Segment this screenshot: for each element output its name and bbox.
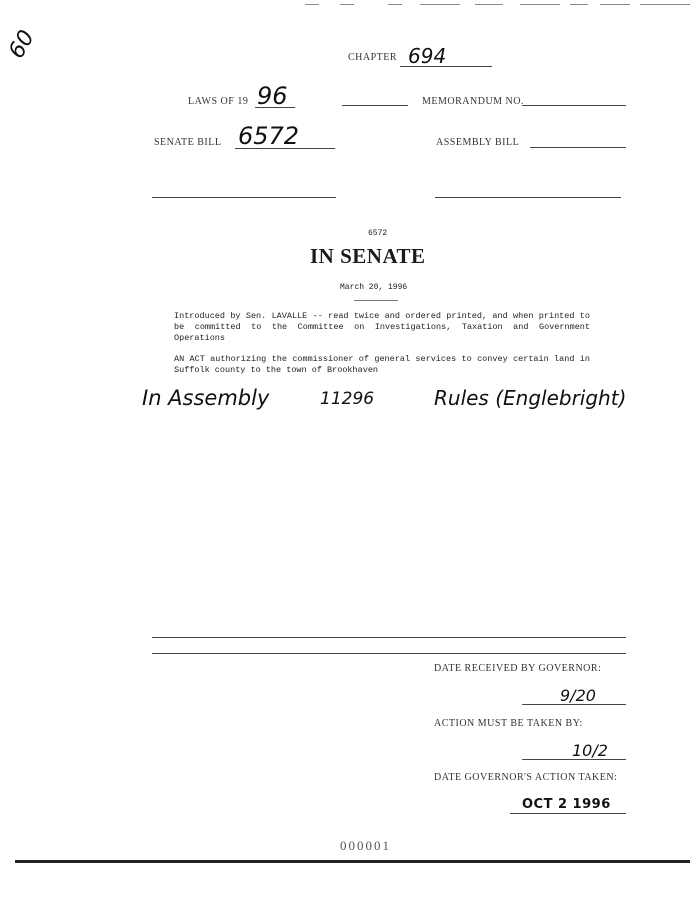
action-by-line	[522, 759, 626, 760]
action-by-value: 10/2	[572, 741, 608, 760]
chapter-value: 694	[408, 44, 447, 68]
lower-rule-2	[152, 653, 626, 654]
bill-date: March 20, 1996	[340, 283, 408, 292]
scan-mark	[640, 4, 690, 5]
scan-edge-line	[15, 860, 690, 863]
introduction-text: Introduced by Sen. LAVALLE -- read twice and ordered printed, and when printed to be committed to the Committee on Investigations, Taxation and Government Operations	[174, 311, 590, 343]
date-received-line	[522, 704, 626, 705]
assembly-number-note: 11296	[320, 389, 375, 409]
scan-mark	[420, 4, 460, 5]
scan-mark	[520, 4, 560, 5]
scan-mark	[340, 4, 354, 5]
footer-code: 000001	[340, 838, 391, 853]
memorandum-label: MEMORANDUM NO.	[422, 96, 525, 107]
action-taken-stamp: OCT 2 1996	[522, 797, 611, 812]
rules-note: Rules (Englebright)	[434, 386, 627, 410]
laws-value: 96	[257, 82, 288, 110]
action-taken-label: DATE GOVERNOR'S ACTION TAKEN:	[434, 772, 618, 783]
assembly-bill-label: ASSEMBLY BILL	[436, 137, 520, 148]
laws-line	[255, 107, 295, 108]
memorandum-line	[522, 105, 626, 106]
date-received-label: DATE RECEIVED BY GOVERNOR:	[434, 663, 602, 674]
senate-bill-label: SENATE BILL	[154, 137, 222, 148]
date-received-value: 9/20	[560, 686, 596, 705]
date-underline	[354, 300, 398, 301]
senate-bill-line	[235, 148, 335, 149]
lower-rule-1	[152, 637, 626, 638]
chapter-line	[400, 66, 492, 67]
laws-blank-line	[342, 105, 408, 106]
scan-mark	[388, 4, 402, 5]
scan-mark	[600, 4, 630, 5]
scan-mark	[475, 4, 503, 5]
chapter-label: CHAPTER	[348, 52, 398, 63]
laws-label: LAWS OF 19	[188, 96, 249, 107]
act-text: AN ACT authorizing the commissioner of general services to convey certain land in Suffolk county to the town of Brookhaven	[174, 354, 590, 375]
house-heading: IN SENATE	[310, 244, 426, 268]
senate-bill-value: 6572	[238, 122, 300, 150]
action-taken-line	[510, 813, 626, 814]
blank-line-left	[152, 197, 336, 198]
action-by-label: ACTION MUST BE TAKEN BY:	[434, 718, 583, 729]
scan-mark	[570, 4, 588, 5]
blank-line-right	[435, 197, 621, 198]
in-assembly-note: In Assembly	[142, 386, 270, 410]
scan-mark	[305, 4, 319, 5]
margin-mark: 60	[4, 26, 40, 63]
assembly-bill-line	[530, 147, 626, 148]
bill-number: 6572	[368, 229, 388, 238]
